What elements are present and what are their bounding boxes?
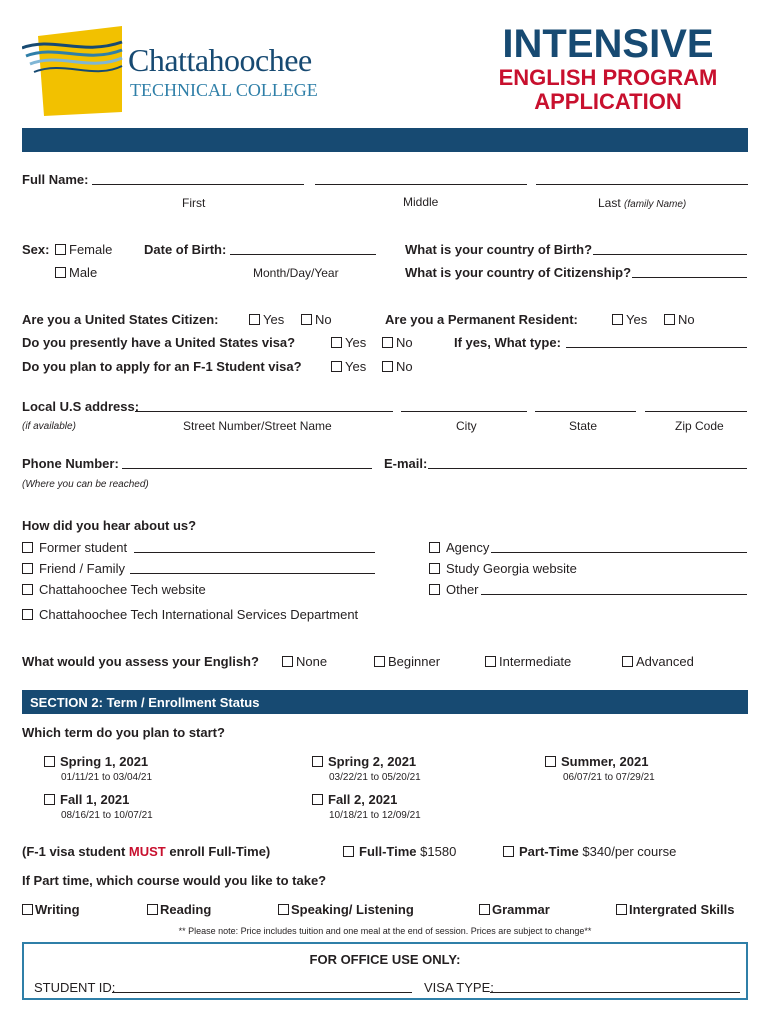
email-label: E-mail: — [384, 456, 428, 471]
english-beginner[interactable] — [374, 654, 440, 669]
street-field[interactable] — [135, 411, 393, 412]
spring1-label: Spring 1, 2021 — [60, 754, 149, 769]
former-student-field[interactable] — [134, 552, 375, 553]
f1-plan-label: Do you plan to apply for an F-1 Student visa? — [22, 359, 302, 374]
fall2-label: Fall 2, 2021 — [328, 792, 398, 807]
other-field[interactable] — [481, 594, 747, 595]
fulltime-checkbox[interactable] — [343, 846, 354, 857]
price-note: ** Please note: Price includes tuition and one meal at the end of session. Prices are subject to change** — [178, 926, 592, 936]
course-reading[interactable] — [147, 902, 211, 917]
fall1-dates: 08/16/21 to 10/07/21 — [61, 810, 153, 821]
us-citizen-no[interactable] — [301, 312, 332, 327]
study-georgia-checkbox[interactable] — [429, 563, 440, 574]
middle-name-field[interactable] — [315, 184, 527, 185]
english-intermediate-checkbox[interactable] — [485, 656, 496, 667]
f1-plan-no[interactable] — [382, 359, 413, 374]
english-question: What would you assess your English? — [22, 654, 259, 669]
perm-resident-yes[interactable] — [612, 312, 647, 327]
term-fall2[interactable] — [312, 792, 397, 807]
term-summer[interactable] — [545, 754, 648, 769]
us-visa-no[interactable] — [382, 335, 413, 350]
intl-dept-label: Chattahoochee Tech International Services Department — [39, 607, 359, 622]
spring2-label: Spring 2, 2021 — [328, 754, 417, 769]
term-fall1[interactable] — [44, 792, 129, 807]
spring1-dates: 01/11/21 to 03/04/21 — [61, 772, 153, 783]
english-intermediate-label: Intermediate — [499, 654, 572, 669]
dob-label: Date of Birth: — [144, 242, 227, 257]
us-visa-label: Do you presently have a United States visa? — [22, 335, 296, 350]
header-bar — [22, 128, 748, 152]
dob-field[interactable] — [230, 254, 376, 255]
other-label: Other — [446, 582, 479, 597]
us-visa-no-label: No — [396, 335, 413, 350]
hear-website[interactable] — [22, 582, 206, 597]
reading-checkbox[interactable] — [147, 904, 158, 915]
friend-family-checkbox[interactable] — [22, 563, 33, 574]
english-none-checkbox[interactable] — [282, 656, 293, 667]
website-label: Chattahoochee Tech website — [39, 582, 206, 597]
logo-mark-icon — [22, 26, 130, 118]
intl-dept-checkbox[interactable] — [22, 609, 33, 620]
spring2-checkbox[interactable] — [312, 756, 323, 767]
speaking-label: Speaking/ Listening — [291, 902, 414, 917]
integrated-checkbox[interactable] — [616, 904, 627, 915]
us-citizen-label: Are you a United States Citizen: — [22, 312, 219, 327]
male-checkbox[interactable] — [55, 267, 66, 278]
us-citizen-no-label: No — [315, 312, 332, 327]
dob-format-caption: Month/Day/Year — [253, 266, 339, 280]
office-use-box — [22, 942, 748, 1000]
grammar-label: Grammar — [492, 902, 550, 917]
hear-question: How did you hear about us? — [22, 518, 197, 533]
english-advanced-label: Advanced — [636, 654, 694, 669]
us-citizen-no-checkbox[interactable] — [301, 314, 312, 325]
country-birth-label: What is your country of Birth? — [405, 242, 593, 257]
course-speaking[interactable] — [278, 902, 414, 917]
full-name-label: Full Name: — [22, 172, 89, 187]
last-name-field[interactable] — [536, 184, 748, 185]
phone-note: (Where you can be reached) — [22, 479, 149, 490]
city-field[interactable] — [401, 411, 527, 412]
student-id-label: STUDENT ID: — [34, 980, 116, 995]
family-name-note: (family Name) — [624, 199, 687, 210]
office-use-title: FOR OFFICE USE ONLY: — [309, 952, 461, 967]
perm-resident-label: Are you a Permanent Resident: — [385, 312, 578, 327]
phone-label: Phone Number: — [22, 456, 119, 471]
sex-label: Sex: — [22, 242, 50, 257]
country-birth-field[interactable] — [593, 254, 747, 255]
male-label: Male — [69, 265, 98, 280]
street-caption: Street Number/Street Name — [183, 419, 332, 433]
english-advanced[interactable] — [622, 654, 694, 669]
english-advanced-checkbox[interactable] — [622, 656, 633, 667]
friend-family-label: Friend / Family — [39, 561, 125, 576]
visa-type-field[interactable] — [566, 347, 747, 348]
visa-type-label: If yes, What type: — [454, 335, 561, 350]
city-caption: City — [456, 419, 477, 433]
f1-enroll-note — [22, 844, 270, 859]
visa-type-office-label: VISA TYPE: — [424, 980, 494, 995]
f1-plan-yes-label: Yes — [345, 359, 367, 374]
sex-male-option[interactable] — [55, 265, 97, 280]
female-label: Female — [69, 242, 113, 257]
fall1-checkbox[interactable] — [44, 794, 55, 805]
english-none-label: None — [296, 654, 328, 669]
fall2-checkbox[interactable] — [312, 794, 323, 805]
term-spring1[interactable] — [44, 754, 148, 769]
speaking-checkbox[interactable] — [278, 904, 289, 915]
english-none[interactable] — [282, 654, 327, 669]
visa-type-office-field[interactable] — [490, 992, 740, 993]
last-caption-text: Last — [598, 196, 621, 210]
title-line-3: APPLICATION — [534, 89, 682, 114]
former-student-checkbox[interactable] — [22, 542, 33, 553]
friend-family-field[interactable] — [130, 573, 375, 574]
perm-resident-yes-checkbox[interactable] — [612, 314, 623, 325]
last-caption — [598, 196, 686, 210]
title-line-2: ENGLISH PROGRAM — [498, 65, 718, 90]
logo-subtitle: TECHNICAL COLLEGE — [130, 80, 318, 100]
first-caption: First — [182, 196, 206, 210]
student-id-field[interactable] — [112, 992, 412, 993]
term-question: Which term do you plan to start? — [22, 725, 225, 740]
perm-resident-no[interactable] — [664, 312, 695, 327]
title-line-1: INTENSIVE — [502, 22, 714, 66]
f1-plan-no-label: No — [396, 359, 413, 374]
us-citizen-yes-label: Yes — [263, 312, 285, 327]
first-name-field[interactable] — [92, 184, 304, 185]
parttime-label: Part-Time — [519, 844, 579, 859]
former-student-label: Former student — [39, 540, 128, 555]
country-citizen-field[interactable] — [632, 277, 747, 278]
spring1-checkbox[interactable] — [44, 756, 55, 767]
address-label: Local U.S address: — [22, 399, 140, 414]
fulltime-price: $1580 — [420, 844, 457, 859]
grammar-checkbox[interactable] — [479, 904, 490, 915]
study-georgia-label: Study Georgia website — [446, 561, 577, 576]
summer-checkbox[interactable] — [545, 756, 556, 767]
sex-female-option[interactable] — [55, 242, 112, 257]
reading-label: Reading — [160, 902, 212, 917]
country-citizen-label: What is your country of Citizenship? — [405, 265, 632, 280]
email-field[interactable] — [428, 468, 747, 469]
hear-other[interactable] — [429, 582, 479, 597]
f1-note-post: enroll Full-Time) — [165, 844, 271, 859]
parttime-price: $340/per course — [582, 844, 677, 859]
parttime-option[interactable] — [503, 844, 676, 859]
parttime-checkbox[interactable] — [503, 846, 514, 857]
fulltime-option[interactable] — [343, 844, 456, 859]
course-grammar[interactable] — [479, 902, 550, 917]
perm-resident-no-label: No — [678, 312, 695, 327]
fall1-label: Fall 1, 2021 — [60, 792, 130, 807]
zip-caption: Zip Code — [675, 419, 724, 433]
english-beginner-label: Beginner — [388, 654, 441, 669]
hear-former-student[interactable] — [22, 540, 127, 555]
us-citizen-yes-checkbox[interactable] — [249, 314, 260, 325]
us-visa-no-checkbox[interactable] — [382, 337, 393, 348]
english-intermediate[interactable] — [485, 654, 571, 669]
f1-note-pre: (F-1 visa student — [22, 844, 129, 859]
form-title — [470, 22, 746, 114]
writing-checkbox[interactable] — [22, 904, 33, 915]
f1-plan-yes[interactable] — [331, 359, 366, 374]
hear-intl-dept[interactable] — [22, 607, 358, 622]
integrated-label: Intergrated Skills — [629, 902, 735, 917]
us-visa-yes-checkbox[interactable] — [331, 337, 342, 348]
college-logo — [22, 26, 342, 121]
writing-label: Writing — [35, 902, 80, 917]
phone-field[interactable] — [122, 468, 372, 469]
agency-field[interactable] — [491, 552, 747, 553]
course-writing[interactable] — [22, 902, 80, 917]
state-caption: State — [569, 419, 598, 433]
f1-note-must: MUST — [128, 844, 166, 859]
section2-title: SECTION 2: Term / Enrollment Status — [30, 695, 260, 710]
middle-caption: Middle — [403, 195, 439, 209]
agency-label: Agency — [446, 540, 490, 555]
summer-label: Summer, 2021 — [561, 754, 649, 769]
f1-plan-yes-checkbox[interactable] — [331, 361, 342, 372]
fulltime-label: Full-Time — [359, 844, 417, 859]
hear-agency[interactable] — [429, 540, 489, 555]
course-integrated[interactable] — [616, 902, 734, 917]
hear-friend-family[interactable] — [22, 561, 125, 576]
perm-resident-yes-label: Yes — [626, 312, 648, 327]
logo-name: Chattahoochee — [128, 42, 312, 78]
agency-checkbox[interactable] — [429, 542, 440, 553]
spring2-dates: 03/22/21 to 05/20/21 — [329, 772, 421, 783]
english-beginner-checkbox[interactable] — [374, 656, 385, 667]
term-spring2[interactable] — [312, 754, 416, 769]
female-checkbox[interactable] — [55, 244, 66, 255]
us-visa-yes-label: Yes — [345, 335, 367, 350]
parttime-question: If Part time, which course would you like to take? — [22, 873, 327, 888]
f1-plan-no-checkbox[interactable] — [382, 361, 393, 372]
us-visa-yes[interactable] — [331, 335, 366, 350]
fall2-dates: 10/18/21 to 12/09/21 — [329, 810, 421, 821]
if-available-note: (if available) — [22, 421, 76, 432]
hear-study-georgia[interactable] — [429, 561, 577, 576]
summer-dates: 06/07/21 to 07/29/21 — [563, 772, 655, 783]
zip-field[interactable] — [645, 411, 747, 412]
state-field[interactable] — [535, 411, 636, 412]
section2-bar — [22, 690, 748, 714]
other-checkbox[interactable] — [429, 584, 440, 595]
website-checkbox[interactable] — [22, 584, 33, 595]
perm-resident-no-checkbox[interactable] — [664, 314, 675, 325]
us-citizen-yes[interactable] — [249, 312, 284, 327]
